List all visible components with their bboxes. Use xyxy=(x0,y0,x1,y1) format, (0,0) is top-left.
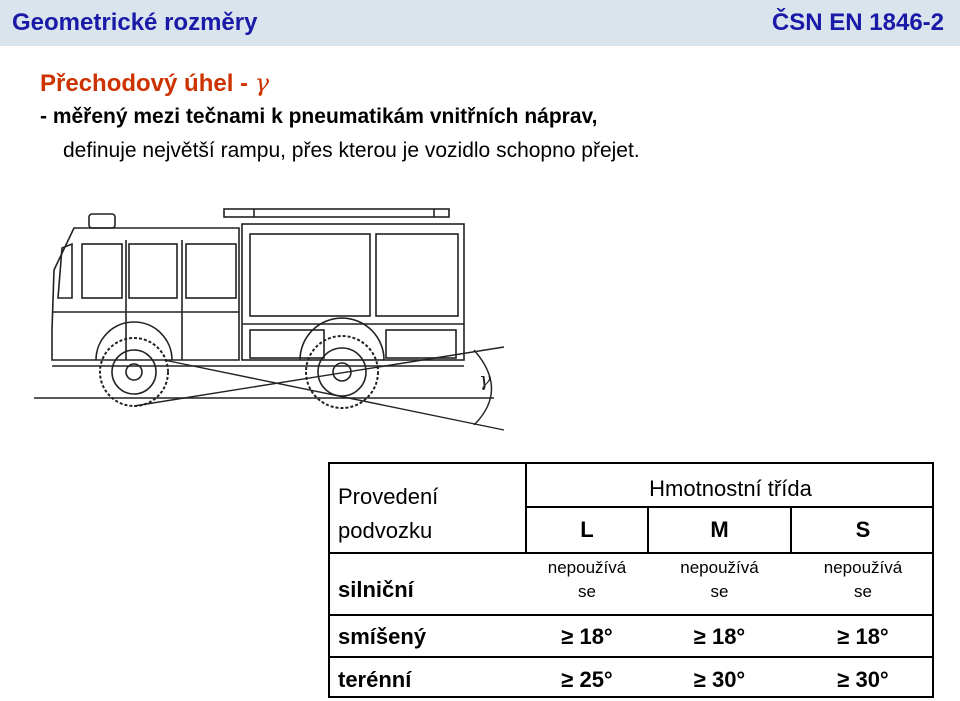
ramp-angle-table xyxy=(328,462,934,698)
subheading-text: Přechodový úhel - xyxy=(40,70,255,97)
row-label-smiseny: smíšený xyxy=(338,624,427,649)
header-provedeni: Provedení xyxy=(338,484,439,509)
description-line-2: definuje největší rampu, přes kterou je vozidlo schopno přejet. xyxy=(63,139,640,162)
cell-terenni-s: ≥ 30° xyxy=(837,667,889,692)
header-mass-class: Hmotnostní třída xyxy=(649,476,812,501)
roof-light xyxy=(89,214,115,228)
gamma-label: γ xyxy=(479,367,491,391)
header-podvozku: podvozku xyxy=(338,518,433,543)
subheading xyxy=(40,69,269,98)
cell-smiseny-m: ≥ 18° xyxy=(693,624,746,649)
cell-terenni-m: ≥ 30° xyxy=(693,667,746,692)
cell-terenni-l: ≥ 25° xyxy=(561,667,613,692)
slide-title: Geometrické rozměry xyxy=(12,9,258,36)
grid-line xyxy=(525,506,934,508)
cell-silnicni-l: nepoužívá se xyxy=(547,558,627,601)
cell-silnicni-m: nepoužívá se xyxy=(680,558,759,601)
standard-code: ČSN EN 1846-2 xyxy=(771,9,944,36)
gamma-symbol: γ xyxy=(254,69,270,97)
front-wheel xyxy=(100,338,168,406)
tangent-line-2 xyxy=(164,360,504,430)
row-label-silnicni: silniční xyxy=(338,577,414,602)
grid-line xyxy=(330,656,934,658)
title-bar xyxy=(0,0,960,46)
roof-ladder xyxy=(224,209,449,217)
class-s: S xyxy=(855,517,871,542)
cell-smiseny-l: ≥ 18° xyxy=(561,624,613,649)
fire-truck-drawing xyxy=(34,200,514,445)
description-line-1: - měřený mezi tečnami k pneumatikám vnitřních náprav, xyxy=(40,105,598,128)
cell-silnicni-s: nepoužívá se xyxy=(823,558,903,601)
class-m: M xyxy=(710,517,729,542)
row-label-terenni: terénní xyxy=(338,667,412,692)
class-l: L xyxy=(580,517,594,542)
truck-body xyxy=(242,224,464,360)
grid-line xyxy=(330,552,934,554)
cell-smiseny-s: ≥ 18° xyxy=(837,624,889,649)
tangent-line-1 xyxy=(134,347,504,406)
grid-line xyxy=(330,614,934,616)
